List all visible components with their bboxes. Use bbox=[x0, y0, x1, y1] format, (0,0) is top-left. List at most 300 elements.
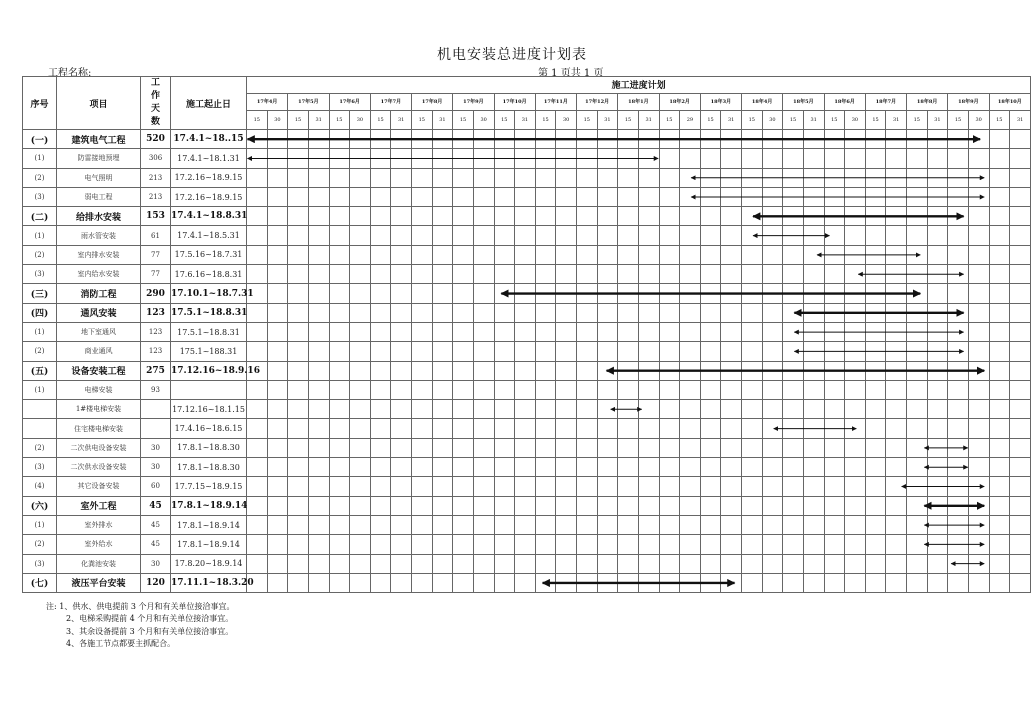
row-seq: (4) bbox=[23, 477, 57, 496]
grid-cell bbox=[1010, 342, 1031, 361]
grid-cell bbox=[742, 438, 763, 457]
grid-cell bbox=[618, 130, 639, 149]
grid-cell bbox=[577, 207, 598, 226]
row-item: 地下室通风 bbox=[57, 322, 141, 341]
header-plan: 施工进度计划 bbox=[247, 77, 1031, 94]
grid-cell bbox=[453, 322, 474, 341]
grid-cell bbox=[1010, 187, 1031, 206]
grid-cell bbox=[659, 477, 680, 496]
grid-cell bbox=[783, 130, 804, 149]
grid-cell bbox=[721, 515, 742, 534]
grid-cell bbox=[453, 303, 474, 322]
grid-cell bbox=[845, 130, 866, 149]
grid-cell bbox=[907, 342, 928, 361]
grid-cell bbox=[350, 130, 371, 149]
row-item: 液压平台安装 bbox=[57, 573, 141, 592]
row-dates: 17.12.16~18.9.16 bbox=[171, 361, 247, 380]
task-row bbox=[23, 322, 1031, 341]
grid-cell bbox=[618, 380, 639, 399]
grid-cell bbox=[742, 265, 763, 284]
grid-cell bbox=[473, 438, 494, 457]
grid-cell bbox=[391, 438, 412, 457]
grid-cell bbox=[494, 168, 515, 187]
month-header: 17年9月 bbox=[453, 93, 494, 110]
grid-cell bbox=[473, 168, 494, 187]
month-header: 17年12月 bbox=[577, 93, 618, 110]
grid-cell bbox=[370, 400, 391, 419]
month-header: 17年5月 bbox=[288, 93, 329, 110]
section-row bbox=[23, 130, 1031, 149]
grid-cell bbox=[329, 168, 350, 187]
grid-cell bbox=[845, 419, 866, 438]
grid-cell bbox=[473, 573, 494, 592]
grid-cell bbox=[803, 130, 824, 149]
grid-cell bbox=[700, 342, 721, 361]
grid-cell bbox=[948, 573, 969, 592]
grid-cell bbox=[742, 303, 763, 322]
row-seq: (六) bbox=[23, 496, 57, 515]
task-row bbox=[23, 477, 1031, 496]
grid-cell bbox=[948, 207, 969, 226]
row-seq: (七) bbox=[23, 573, 57, 592]
grid-cell bbox=[370, 419, 391, 438]
grid-cell bbox=[288, 245, 309, 264]
grid-cell bbox=[473, 303, 494, 322]
row-days: 30 bbox=[141, 458, 171, 477]
grid-cell bbox=[391, 245, 412, 264]
grid-cell bbox=[391, 361, 412, 380]
grid-cell bbox=[659, 400, 680, 419]
grid-cell bbox=[700, 400, 721, 419]
grid-cell bbox=[659, 515, 680, 534]
grid-cell bbox=[886, 168, 907, 187]
grid-cell bbox=[535, 168, 556, 187]
grid-cell bbox=[783, 226, 804, 245]
grid-cell bbox=[391, 303, 412, 322]
grid-cell bbox=[329, 187, 350, 206]
grid-cell bbox=[473, 496, 494, 515]
grid-cell bbox=[803, 168, 824, 187]
day-header: 15 bbox=[865, 110, 886, 129]
grid-cell bbox=[412, 226, 433, 245]
day-header: 15 bbox=[700, 110, 721, 129]
grid-cell bbox=[762, 284, 783, 303]
grid-cell bbox=[659, 554, 680, 573]
day-header: 15 bbox=[412, 110, 433, 129]
grid-cell bbox=[989, 245, 1010, 264]
grid-cell bbox=[886, 130, 907, 149]
grid-cell bbox=[288, 496, 309, 515]
grid-cell bbox=[865, 419, 886, 438]
grid-cell bbox=[948, 149, 969, 168]
grid-cell bbox=[762, 496, 783, 515]
grid-cell bbox=[968, 226, 989, 245]
grid-cell bbox=[432, 187, 453, 206]
grid-cell bbox=[783, 496, 804, 515]
grid-cell bbox=[989, 284, 1010, 303]
grid-cell bbox=[927, 207, 948, 226]
grid-cell bbox=[267, 380, 288, 399]
grid-cell bbox=[948, 535, 969, 554]
grid-cell bbox=[803, 573, 824, 592]
grid-cell bbox=[721, 496, 742, 515]
grid-cell bbox=[453, 400, 474, 419]
grid-cell bbox=[329, 130, 350, 149]
row-days: 213 bbox=[141, 187, 171, 206]
grid-cell bbox=[597, 130, 618, 149]
grid-cell bbox=[762, 187, 783, 206]
grid-cell bbox=[412, 515, 433, 534]
grid-cell bbox=[432, 400, 453, 419]
grid-cell bbox=[597, 168, 618, 187]
grid-cell bbox=[288, 400, 309, 419]
grid-cell bbox=[824, 303, 845, 322]
row-dates: 17.4.1~18.1.31 bbox=[171, 149, 247, 168]
grid-cell bbox=[391, 149, 412, 168]
task-row bbox=[23, 380, 1031, 399]
grid-cell bbox=[907, 303, 928, 322]
grid-cell bbox=[453, 149, 474, 168]
grid-cell bbox=[329, 458, 350, 477]
grid-cell bbox=[535, 458, 556, 477]
month-header: 17年6月 bbox=[329, 93, 370, 110]
grid-cell bbox=[597, 226, 618, 245]
grid-cell bbox=[803, 207, 824, 226]
grid-cell bbox=[370, 322, 391, 341]
grid-cell bbox=[515, 400, 536, 419]
grid-cell bbox=[556, 380, 577, 399]
grid-cell bbox=[494, 284, 515, 303]
grid-cell bbox=[907, 496, 928, 515]
grid-cell bbox=[803, 419, 824, 438]
grid-cell bbox=[742, 419, 763, 438]
grid-cell bbox=[968, 342, 989, 361]
grid-cell bbox=[515, 438, 536, 457]
day-header: 31 bbox=[515, 110, 536, 129]
row-seq: (3) bbox=[23, 554, 57, 573]
grid-cell bbox=[432, 554, 453, 573]
grid-cell bbox=[473, 380, 494, 399]
grid-cell bbox=[824, 284, 845, 303]
grid-cell bbox=[762, 515, 783, 534]
grid-cell bbox=[432, 303, 453, 322]
grid-cell bbox=[721, 168, 742, 187]
grid-cell bbox=[824, 207, 845, 226]
grid-cell bbox=[700, 496, 721, 515]
grid-cell bbox=[350, 361, 371, 380]
grid-cell bbox=[659, 380, 680, 399]
grid-cell bbox=[886, 458, 907, 477]
grid-cell bbox=[535, 322, 556, 341]
row-item: 消防工程 bbox=[57, 284, 141, 303]
grid-cell bbox=[556, 322, 577, 341]
grid-cell bbox=[762, 400, 783, 419]
row-days: 93 bbox=[141, 380, 171, 399]
grid-cell bbox=[886, 535, 907, 554]
grid-cell bbox=[824, 496, 845, 515]
grid-cell bbox=[803, 458, 824, 477]
grid-cell bbox=[845, 245, 866, 264]
grid-cell bbox=[886, 149, 907, 168]
grid-cell bbox=[927, 284, 948, 303]
grid-cell bbox=[865, 438, 886, 457]
grid-cell bbox=[247, 419, 268, 438]
grid-cell bbox=[618, 438, 639, 457]
row-days: 61 bbox=[141, 226, 171, 245]
grid-cell bbox=[865, 496, 886, 515]
grid-cell bbox=[803, 554, 824, 573]
grid-cell bbox=[556, 245, 577, 264]
grid-cell bbox=[453, 535, 474, 554]
grid-cell bbox=[742, 207, 763, 226]
row-days: 30 bbox=[141, 554, 171, 573]
grid-cell bbox=[762, 130, 783, 149]
grid-cell bbox=[762, 149, 783, 168]
grid-cell bbox=[597, 554, 618, 573]
row-dates: 17.8.20~18.9.14 bbox=[171, 554, 247, 573]
grid-cell bbox=[494, 535, 515, 554]
grid-cell bbox=[865, 515, 886, 534]
grid-cell bbox=[515, 535, 536, 554]
grid-cell bbox=[494, 265, 515, 284]
grid-cell bbox=[1010, 573, 1031, 592]
grid-cell bbox=[803, 342, 824, 361]
header-days: 工作天数 bbox=[141, 77, 171, 130]
grid-cell bbox=[948, 554, 969, 573]
grid-cell bbox=[659, 245, 680, 264]
grid-cell bbox=[824, 322, 845, 341]
task-row bbox=[23, 419, 1031, 438]
grid-cell bbox=[968, 515, 989, 534]
grid-cell bbox=[638, 149, 659, 168]
grid-cell bbox=[824, 361, 845, 380]
grid-cell bbox=[597, 477, 618, 496]
grid-cell bbox=[391, 400, 412, 419]
grid-cell bbox=[762, 535, 783, 554]
row-item: 设备安装工程 bbox=[57, 361, 141, 380]
grid-cell bbox=[412, 477, 433, 496]
grid-cell bbox=[308, 419, 329, 438]
grid-cell bbox=[762, 573, 783, 592]
grid-cell bbox=[845, 226, 866, 245]
grid-cell bbox=[721, 400, 742, 419]
grid-cell bbox=[948, 130, 969, 149]
grid-cell bbox=[577, 554, 598, 573]
grid-cell bbox=[618, 535, 639, 554]
grid-cell bbox=[907, 265, 928, 284]
grid-cell bbox=[742, 226, 763, 245]
day-header: 30 bbox=[350, 110, 371, 129]
row-dates: 17.4.1~18.5.31 bbox=[171, 226, 247, 245]
grid-cell bbox=[845, 496, 866, 515]
grid-cell bbox=[370, 245, 391, 264]
grid-cell bbox=[267, 515, 288, 534]
grid-cell bbox=[308, 477, 329, 496]
grid-cell bbox=[742, 245, 763, 264]
grid-cell bbox=[618, 303, 639, 322]
grid-cell bbox=[886, 477, 907, 496]
grid-cell bbox=[473, 419, 494, 438]
grid-cell bbox=[412, 284, 433, 303]
grid-cell bbox=[638, 515, 659, 534]
grid-cell bbox=[989, 168, 1010, 187]
grid-cell bbox=[907, 535, 928, 554]
row-dates: 17.8.1~18.8.30 bbox=[171, 458, 247, 477]
grid-cell bbox=[721, 303, 742, 322]
grid-cell bbox=[989, 342, 1010, 361]
grid-cell bbox=[762, 207, 783, 226]
grid-cell bbox=[370, 458, 391, 477]
grid-cell bbox=[659, 496, 680, 515]
day-header: 30 bbox=[556, 110, 577, 129]
grid-cell bbox=[267, 496, 288, 515]
grid-cell bbox=[515, 380, 536, 399]
grid-cell bbox=[968, 322, 989, 341]
grid-cell bbox=[515, 187, 536, 206]
grid-cell bbox=[865, 322, 886, 341]
grid-cell bbox=[948, 496, 969, 515]
grid-cell bbox=[948, 284, 969, 303]
grid-cell bbox=[597, 380, 618, 399]
grid-cell bbox=[412, 168, 433, 187]
note-line: 4、各施工节点都要主抓配合。 bbox=[66, 639, 176, 649]
grid-cell bbox=[370, 130, 391, 149]
grid-cell bbox=[515, 361, 536, 380]
grid-cell bbox=[700, 130, 721, 149]
grid-cell bbox=[391, 515, 412, 534]
day-header: 31 bbox=[886, 110, 907, 129]
grid-cell bbox=[700, 458, 721, 477]
grid-cell bbox=[927, 168, 948, 187]
grid-cell bbox=[886, 554, 907, 573]
row-days: 153 bbox=[141, 207, 171, 226]
grid-cell bbox=[907, 438, 928, 457]
grid-cell bbox=[370, 226, 391, 245]
grid-cell bbox=[680, 458, 701, 477]
grid-cell bbox=[948, 322, 969, 341]
grid-cell bbox=[267, 477, 288, 496]
grid-cell bbox=[494, 458, 515, 477]
grid-cell bbox=[432, 496, 453, 515]
grid-cell bbox=[1010, 168, 1031, 187]
grid-cell bbox=[412, 342, 433, 361]
grid-cell bbox=[556, 303, 577, 322]
grid-cell bbox=[968, 535, 989, 554]
grid-cell bbox=[700, 535, 721, 554]
grid-cell bbox=[267, 149, 288, 168]
grid-cell bbox=[680, 342, 701, 361]
row-item: 室外排水 bbox=[57, 515, 141, 534]
grid-cell bbox=[432, 477, 453, 496]
grid-cell bbox=[370, 496, 391, 515]
grid-cell bbox=[783, 400, 804, 419]
grid-cell bbox=[659, 207, 680, 226]
grid-cell bbox=[968, 554, 989, 573]
grid-cell bbox=[742, 535, 763, 554]
grid-cell bbox=[721, 187, 742, 206]
grid-cell bbox=[680, 265, 701, 284]
grid-cell bbox=[927, 535, 948, 554]
grid-cell bbox=[762, 226, 783, 245]
grid-cell bbox=[948, 438, 969, 457]
grid-cell bbox=[308, 130, 329, 149]
grid-cell bbox=[370, 265, 391, 284]
grid-cell bbox=[824, 380, 845, 399]
grid-cell bbox=[968, 207, 989, 226]
grid-cell bbox=[329, 342, 350, 361]
grid-cell bbox=[515, 226, 536, 245]
grid-cell bbox=[597, 458, 618, 477]
grid-cell bbox=[556, 342, 577, 361]
grid-cell bbox=[783, 303, 804, 322]
grid-cell bbox=[494, 419, 515, 438]
grid-cell bbox=[824, 245, 845, 264]
grid-cell bbox=[638, 419, 659, 438]
note-line: 注: 1、供水、供电提前 3 个月和有关单位接洽事宜。 bbox=[46, 602, 235, 611]
grid-cell bbox=[886, 207, 907, 226]
grid-cell bbox=[577, 515, 598, 534]
grid-cell bbox=[721, 207, 742, 226]
grid-cell bbox=[783, 284, 804, 303]
grid-cell bbox=[1010, 515, 1031, 534]
grid-cell bbox=[577, 149, 598, 168]
grid-cell bbox=[370, 207, 391, 226]
grid-cell bbox=[907, 226, 928, 245]
grid-cell bbox=[721, 284, 742, 303]
grid-cell bbox=[989, 554, 1010, 573]
grid-cell bbox=[577, 438, 598, 457]
grid-cell bbox=[412, 535, 433, 554]
grid-cell bbox=[308, 496, 329, 515]
grid-cell bbox=[453, 342, 474, 361]
grid-cell bbox=[824, 477, 845, 496]
grid-cell bbox=[659, 149, 680, 168]
grid-cell bbox=[803, 477, 824, 496]
task-row bbox=[23, 226, 1031, 245]
grid-cell bbox=[267, 284, 288, 303]
grid-cell bbox=[535, 515, 556, 534]
grid-cell bbox=[989, 130, 1010, 149]
grid-cell bbox=[989, 477, 1010, 496]
note-line: 2、电梯采购提前 4 个月和有关单位接洽事宜。 bbox=[66, 614, 234, 624]
row-dates: 17.6.16~18.8.31 bbox=[171, 265, 247, 284]
grid-cell bbox=[783, 207, 804, 226]
grid-cell bbox=[494, 207, 515, 226]
grid-cell bbox=[680, 226, 701, 245]
row-seq: (五) bbox=[23, 361, 57, 380]
grid-cell bbox=[638, 573, 659, 592]
grid-cell bbox=[742, 149, 763, 168]
grid-cell bbox=[907, 322, 928, 341]
grid-cell bbox=[329, 380, 350, 399]
grid-cell bbox=[494, 438, 515, 457]
grid-cell bbox=[432, 361, 453, 380]
grid-cell bbox=[742, 554, 763, 573]
grid-cell bbox=[865, 361, 886, 380]
grid-cell bbox=[1010, 361, 1031, 380]
row-days: 45 bbox=[141, 496, 171, 515]
grid-cell bbox=[762, 361, 783, 380]
grid-cell bbox=[515, 245, 536, 264]
grid-cell bbox=[783, 322, 804, 341]
grid-cell bbox=[247, 554, 268, 573]
task-row bbox=[23, 400, 1031, 419]
grid-cell bbox=[247, 168, 268, 187]
grid-cell bbox=[350, 303, 371, 322]
task-row bbox=[23, 554, 1031, 573]
grid-cell bbox=[968, 284, 989, 303]
grid-cell bbox=[762, 168, 783, 187]
